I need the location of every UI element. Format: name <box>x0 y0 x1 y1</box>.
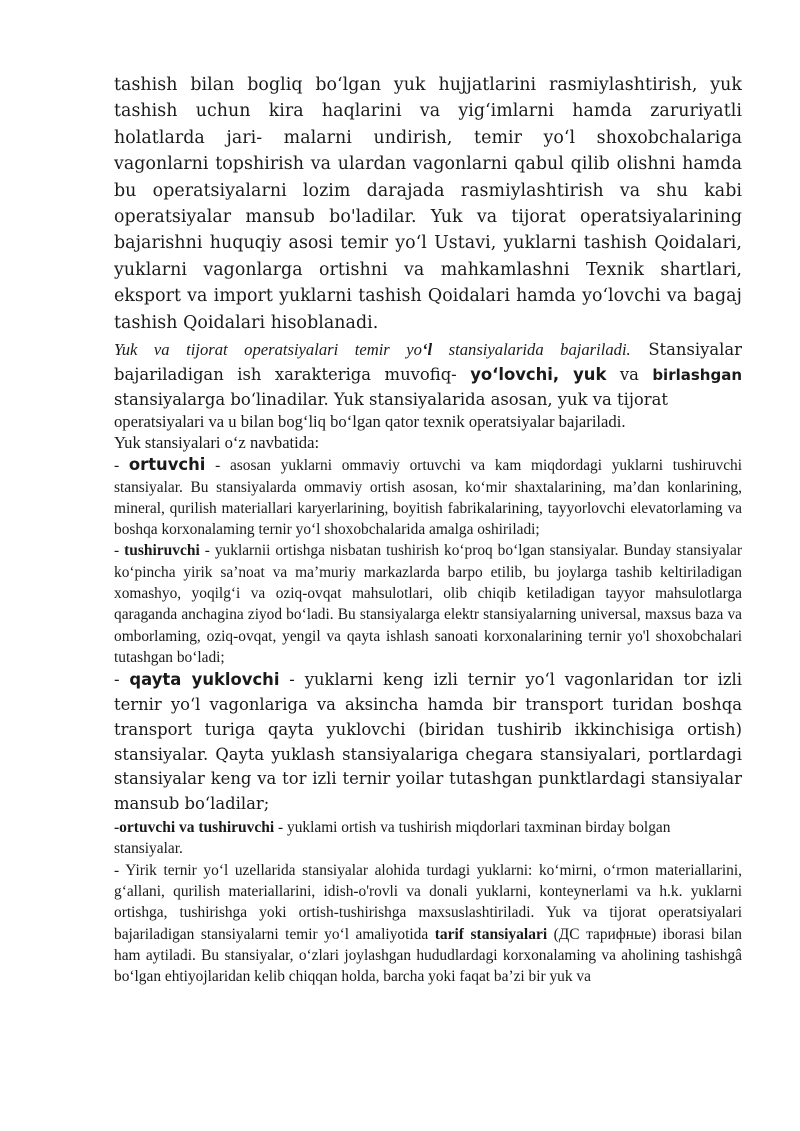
text-fragment: operatsiyalari va u bilan bog‘liq bo‘lgan qator texnik operatsiyalar bajariladi. <box>114 412 626 432</box>
list-dash: - <box>114 670 130 690</box>
bold-term-combined: birlashgan <box>652 365 742 384</box>
text-fragment: Stansiyalar bajariladigan ish xarakteriga muvofiq- <box>114 340 743 384</box>
paragraph-station-types <box>114 338 742 433</box>
document-page <box>114 72 742 987</box>
italic-lead: Yuk va tijorat operatsiyalari temir yo <box>114 340 422 360</box>
item-text: - asosan yuklarni ommaviy ortuvchi va kam miqdordagi yuklarni tushiruvchi stansiyalar. Bu stansiyalarda ommaviy ortish asosan, ko‘mir shaxtalarining, ma’dan konlarining, mineral, qurilish materiallari karyerlarining, boyitish fabrikalarining, tayyorlovchi elevatorlaming va boshqa korxonalaming ternir yo‘l shoxobchalarida amalga oshiriladi; <box>114 457 742 539</box>
paragraph-intro: tashish bilan bogliq bo‘lgan yuk hujjatlarini rasmiylashtirish, yuk tashish uchun kira haqlarini va yig‘imlarni hamda zaruriyatli holatlarda jari- malarni undirish, temir yo‘l shoxobchalariga vagonlarni topshirish va ulardan vagonlarni qabul qilib olishni hamda bu operatsiyalarni lozim darajada rasmiylashtirish va shu kabi operatsiyalar mansub bo'ladilar. Yuk va tijorat operatsiyalarining bajarishni huquqiy asosi temir yo‘l Ustavi, yuklarni tashish Qoidalari, yuklarni vagonlarga ortishni va mahkamlashni Texnik shartlari, eksport va import yuklarni tashish Qoidalari hamda yo‘lovchi va bagaj tashish Qoidalari hisoblanadi. <box>114 75 742 333</box>
italic-bold-fragment: ‘l <box>421 340 433 360</box>
paragraph-tariff-stations <box>114 860 742 988</box>
list-dash: - <box>114 542 125 560</box>
term-loading: ortuvchi <box>128 455 206 475</box>
italic-lead-end: stansiyalarida bajariladi. <box>432 340 631 360</box>
list-item-reloading <box>114 668 742 817</box>
list-item-unloading <box>114 540 742 668</box>
text-fragment: (ДС тарифные) iborasi bilan ham aytiladi. Bu stansiyalar, o‘zlari joylashgan hududlardagi korxonalaming va aholining tashishgâ bo‘lgan ehtiyojlaridan kelib chiqqan holda, barcha yoki faqat ba’zi bir yuk va <box>114 925 742 986</box>
term-loading-unloading: -ortuvchi va tushiruvchi <box>114 819 275 837</box>
list-item-loading-unloading <box>114 817 742 860</box>
term-unloading: tushiruvchi <box>124 542 200 560</box>
item-text: - yuklami ortish va tushirish miqdorlari taxminan birday bolgan stansiyalar. <box>114 819 671 858</box>
text-fragment: - Yirik ternir yo‘l uzellarida stansiyalar alohida turdagi yuklarni: ko‘mirni, o‘rmon materiallarini, g‘allani, qurilish materiallarini, idish-o'rovli va donali yuklarni, konteynerlami va h.k. yuklarni ortishga, tushirishga yoki ortish-tushirishga maxsuslashtiriladi. Yuk va tijorat operatsiyalari bajariladigan stansiyalarni temir yo‘l amaliyotida <box>114 861 742 943</box>
item-text: - yuklarnii ortishga nisbatan tushirish ko‘proq bo‘lgan stansiyalar. Bunday stansiyalar ko‘pincha yirik sa’noat va ma’muriy markazlarda barpo etilib, bu joylarga tashib keltiriladigan xomashyo, yoqilg‘i va oziq-ovqat mahsulotlari, olib chiqib ketiladigan tayyor mahsulotlarga qaraganda anchagina ziyod bo‘ladi. Bu stansiyalarga elektr stansiyalarning universal, maxsus baza va omborlaming, oziq-ovqat, yengil va qayta ishlash sanoati korxonalarining ternir yo'l shoxobchalari tutashgan bo‘ladi; <box>114 542 742 666</box>
term-reloading: qayta yuklovchi <box>129 670 280 690</box>
list-item-loading <box>114 454 742 540</box>
list-dash: - <box>114 457 129 475</box>
term-tariff-stations: tarif stansiyalari <box>434 925 548 943</box>
paragraph-subtypes-intro: Yuk stansiyalari o‘z navbatida: <box>114 433 320 453</box>
text-fragment: stansiyalarga bo‘linadilar. Yuk stansiyalarida asosan, yuk va tijorat <box>114 389 668 409</box>
bold-term-passenger-freight: yo‘lovchi, yuk <box>470 364 607 384</box>
text-fragment: va <box>606 364 653 384</box>
item-text: - yuklarni keng izli ternir yo‘l vagonlaridan tor izli ternir yo‘l vagonlariga va aksincha hamda bir transport turidan boshqa transport turiga qayta yuklovchi (biridan tushirib ikkinchisiga ortish) stansiyalar. Qayta yuklash stansiyalariga chegara stansiyalari, portlardagi stansiyalar keng va tor izli ternir yoilar tutashgan punktlardagi stansiyalar mansub bo‘ladilar; <box>114 670 742 814</box>
